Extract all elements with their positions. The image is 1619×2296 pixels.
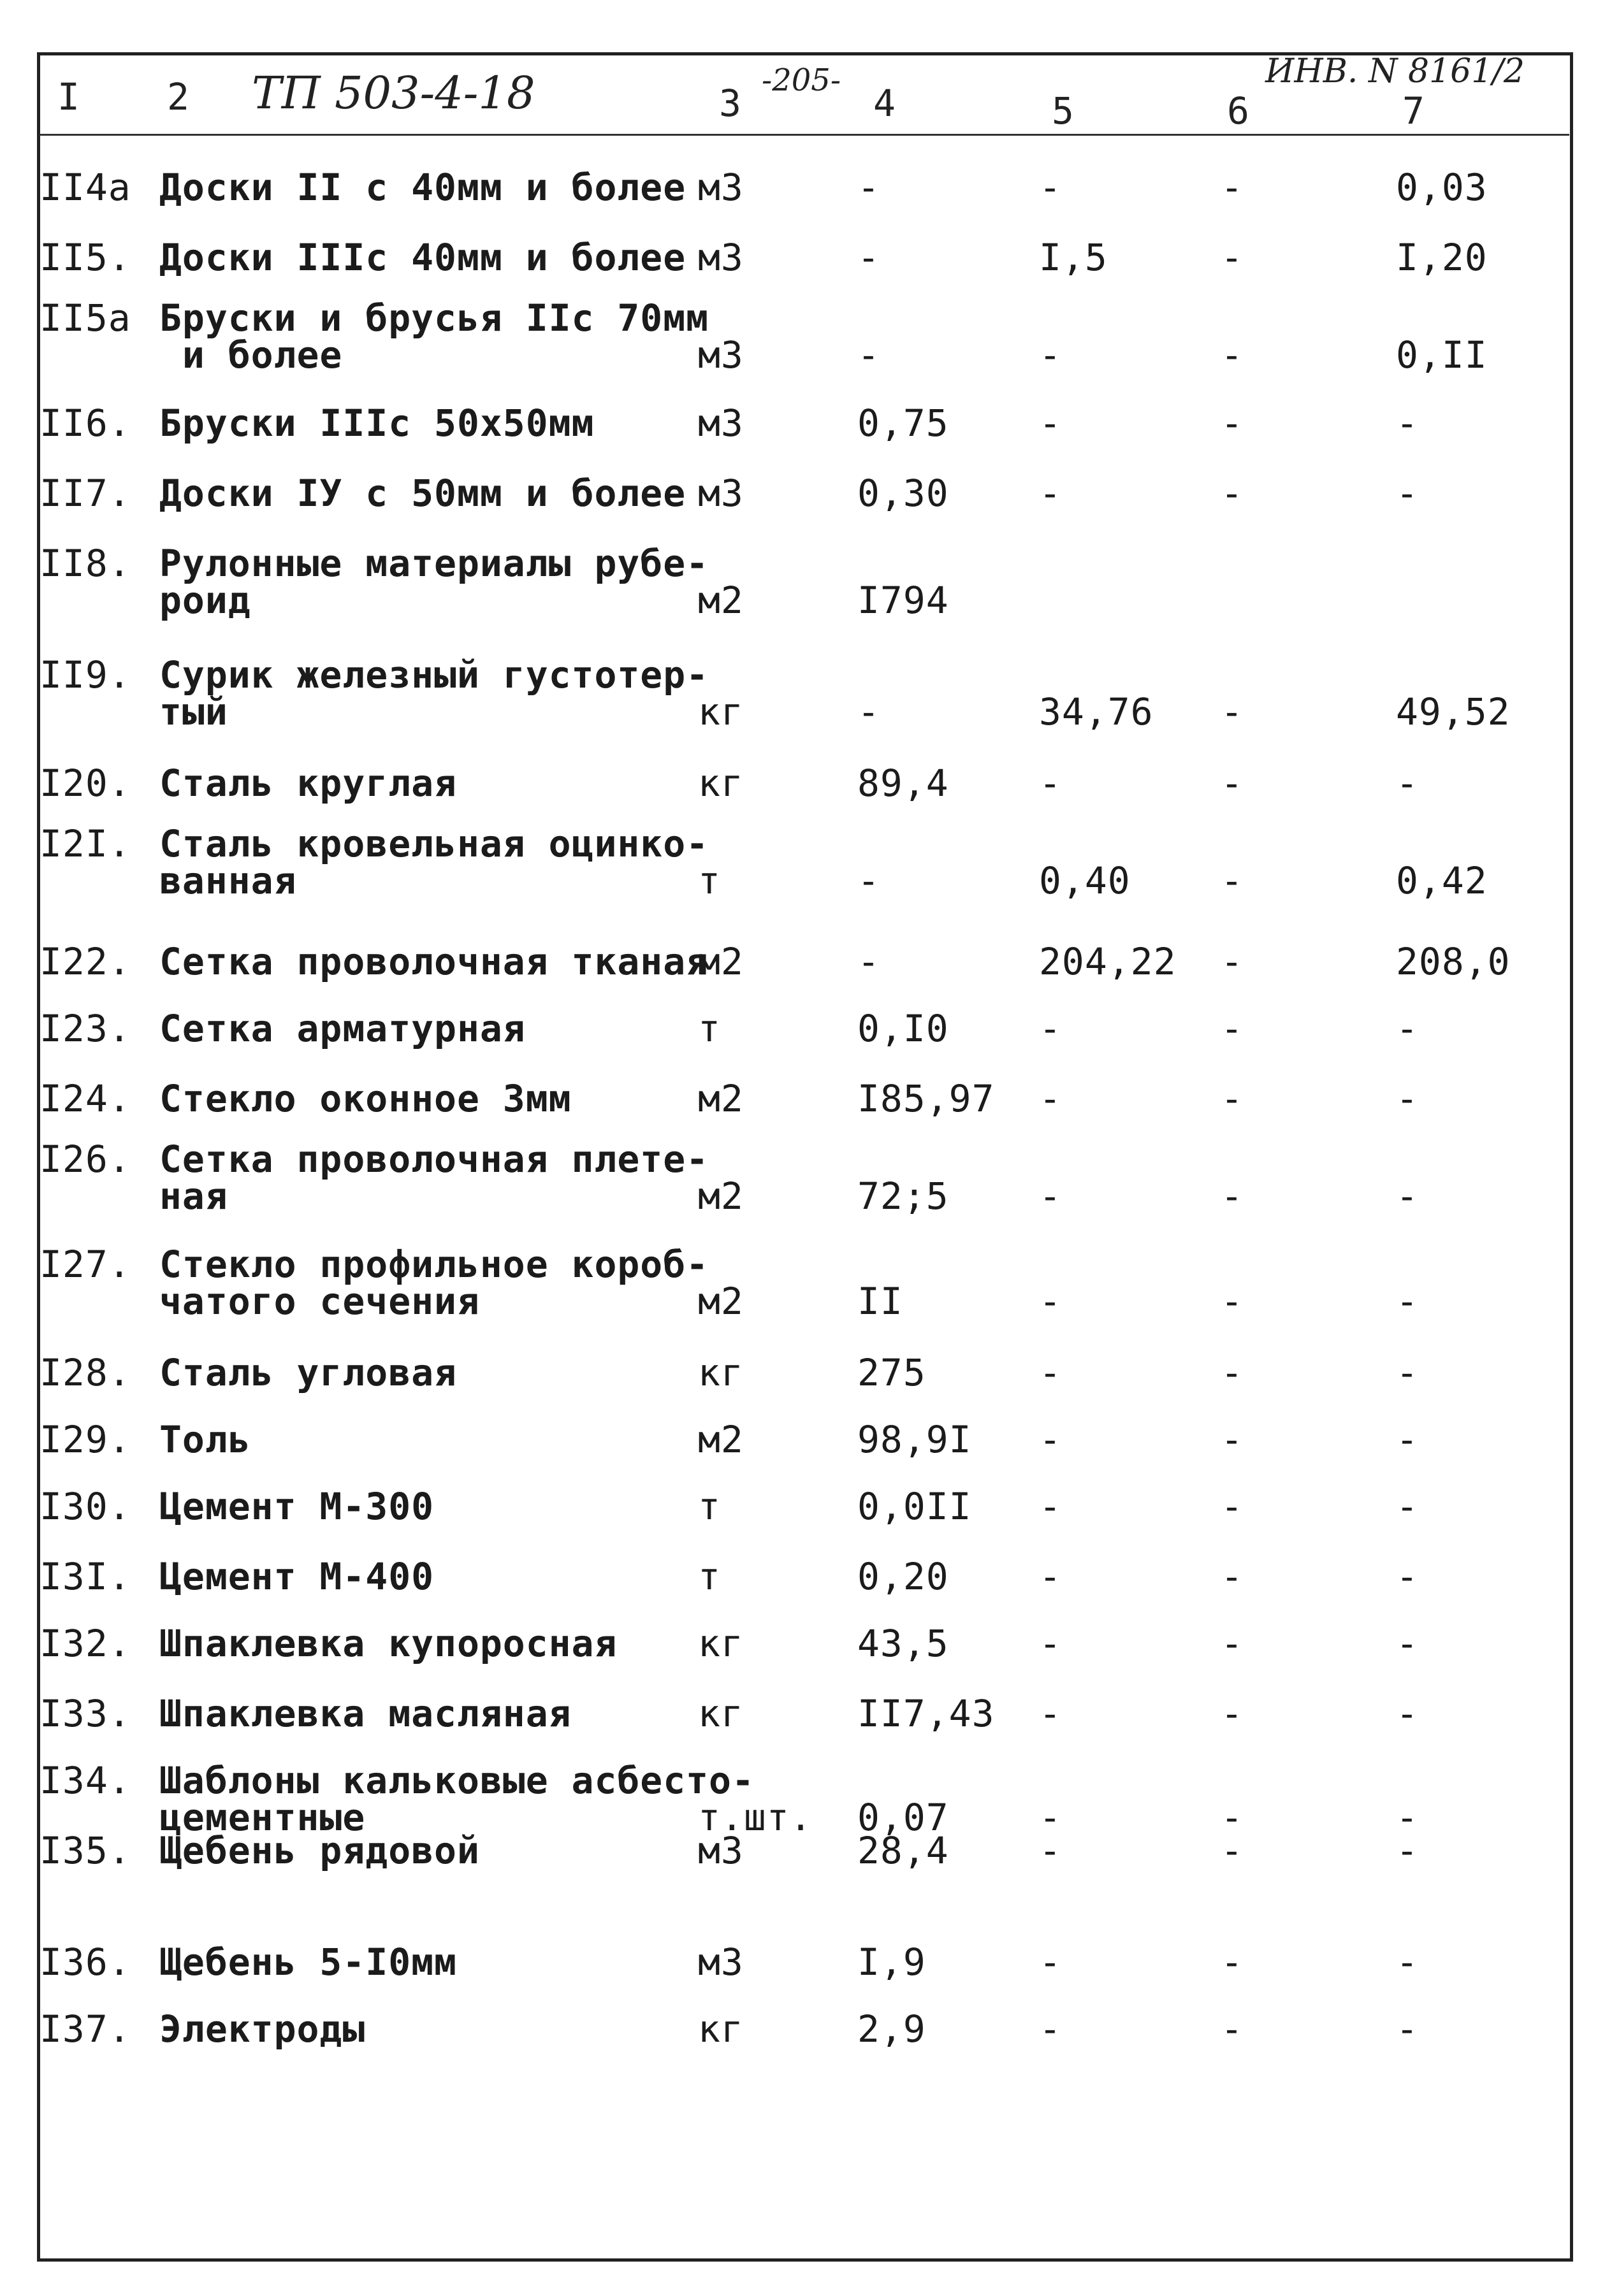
unit: т bbox=[698, 1555, 721, 1598]
header-col2: 2 bbox=[167, 75, 189, 119]
col5-value: - bbox=[1039, 2007, 1062, 2051]
col5-value: - bbox=[1039, 1692, 1062, 1735]
row-number: I32. bbox=[40, 1622, 131, 1665]
col6-value: - bbox=[1221, 1280, 1244, 1323]
col6-value: - bbox=[1221, 333, 1244, 377]
col4-value: - bbox=[857, 236, 880, 279]
unit: м3 bbox=[698, 401, 744, 445]
col7-value: - bbox=[1396, 1351, 1419, 1394]
unit: м2 bbox=[698, 579, 744, 622]
material-name: Щебень рядовой bbox=[159, 1829, 480, 1872]
col6-value: - bbox=[1221, 859, 1244, 902]
row-number: I30. bbox=[40, 1485, 131, 1528]
col5-value: - bbox=[1039, 1351, 1062, 1394]
header-col1: I bbox=[57, 75, 80, 119]
col6-value: - bbox=[1221, 762, 1244, 805]
unit: кг bbox=[698, 690, 744, 733]
row-number: II9. bbox=[40, 653, 131, 697]
col4-value: 98,9I bbox=[857, 1418, 972, 1461]
col5-value: - bbox=[1039, 1622, 1062, 1665]
col5-value: - bbox=[1039, 1418, 1062, 1461]
row-number: I23. bbox=[40, 1007, 131, 1050]
col4-value: 0,07 bbox=[857, 1796, 949, 1839]
header-col4: 4 bbox=[873, 82, 896, 125]
unit: м2 bbox=[698, 1174, 744, 1218]
col7-value: - bbox=[1396, 2007, 1419, 2051]
material-name: Шпаклевка купоросная bbox=[159, 1622, 618, 1665]
col5-value: - bbox=[1039, 1485, 1062, 1528]
col4-value: II7,43 bbox=[857, 1692, 995, 1735]
col5-value: - bbox=[1039, 1077, 1062, 1120]
unit: м2 bbox=[698, 1418, 744, 1461]
header-rule bbox=[40, 134, 1569, 136]
material-name: Сталь кровельная оцинко- ванная bbox=[159, 822, 709, 902]
col5-value: 34,76 bbox=[1039, 690, 1154, 733]
col7-value: I,20 bbox=[1396, 236, 1488, 279]
unit: т.шт. bbox=[698, 1796, 813, 1839]
col7-value: - bbox=[1396, 472, 1419, 515]
col7-value: - bbox=[1396, 1485, 1419, 1528]
material-name: Шаблоны кальковые асбесто- цементные bbox=[159, 1759, 755, 1839]
material-name: Бруски и брусья IIс 70мм и более bbox=[159, 296, 709, 377]
row-number: II6. bbox=[40, 401, 131, 445]
col4-value: I,9 bbox=[857, 1940, 926, 1984]
unit: м3 bbox=[698, 166, 744, 209]
col7-value: - bbox=[1396, 762, 1419, 805]
col4-value: 0,75 bbox=[857, 401, 949, 445]
col4-value: 72;5 bbox=[857, 1174, 949, 1218]
col7-value: - bbox=[1396, 1007, 1419, 1050]
material-name: Толь bbox=[159, 1418, 251, 1461]
col7-value: - bbox=[1396, 1174, 1419, 1218]
material-name: Доски IУ с 50мм и более bbox=[159, 472, 686, 515]
row-number: I29. bbox=[40, 1418, 131, 1461]
col7-value: - bbox=[1396, 1692, 1419, 1735]
col6-value: - bbox=[1221, 1555, 1244, 1598]
row-number: II5. bbox=[40, 236, 131, 279]
col6-value: - bbox=[1221, 1796, 1244, 1839]
row-number: I3I. bbox=[40, 1555, 131, 1598]
col5-value: 204,22 bbox=[1039, 940, 1177, 983]
col6-value: - bbox=[1221, 1940, 1244, 1984]
material-name: Стекло оконное 3мм bbox=[159, 1077, 572, 1120]
row-number: I24. bbox=[40, 1077, 131, 1120]
col5-value: I,5 bbox=[1039, 236, 1108, 279]
inventory-number: ИНВ. N 8161/2 bbox=[1265, 52, 1525, 90]
col7-value: - bbox=[1396, 1418, 1419, 1461]
header-col7: 7 bbox=[1402, 89, 1425, 133]
doc-code: ТП 503-4-18 bbox=[252, 67, 535, 119]
col5-value: - bbox=[1039, 762, 1062, 805]
col6-value: - bbox=[1221, 1077, 1244, 1120]
unit: кг bbox=[698, 1622, 744, 1665]
material-name: Сталь угловая bbox=[159, 1351, 457, 1394]
col4-value: - bbox=[857, 940, 880, 983]
col6-value: - bbox=[1221, 940, 1244, 983]
col5-value: 0,40 bbox=[1039, 859, 1131, 902]
material-name: Бруски IIIс 50х50мм bbox=[159, 401, 595, 445]
col5-value: - bbox=[1039, 1555, 1062, 1598]
col6-value: - bbox=[1221, 1692, 1244, 1735]
row-number: I2I. bbox=[40, 822, 131, 865]
col4-value: - bbox=[857, 690, 880, 733]
col4-value: - bbox=[857, 859, 880, 902]
col5-value: - bbox=[1039, 1796, 1062, 1839]
unit: кг bbox=[698, 1692, 744, 1735]
row-number: I20. bbox=[40, 762, 131, 805]
col4-value: 0,30 bbox=[857, 472, 949, 515]
page-number: -205- bbox=[762, 62, 841, 98]
unit: кг bbox=[698, 1351, 744, 1394]
material-name: Сталь круглая bbox=[159, 762, 457, 805]
row-number: I34. bbox=[40, 1759, 131, 1802]
row-number: II5а bbox=[40, 296, 131, 340]
col4-value: I85,97 bbox=[857, 1077, 995, 1120]
row-number: I36. bbox=[40, 1940, 131, 1984]
col4-value: 0,20 bbox=[857, 1555, 949, 1598]
col4-value: 2,9 bbox=[857, 2007, 926, 2051]
col4-value: II bbox=[857, 1280, 903, 1323]
unit: м3 bbox=[698, 236, 744, 279]
unit: т bbox=[698, 1485, 721, 1528]
row-number: II7. bbox=[40, 472, 131, 515]
col7-value: - bbox=[1396, 1622, 1419, 1665]
material-name: Шпаклевка масляная bbox=[159, 1692, 572, 1735]
col7-value: - bbox=[1396, 1940, 1419, 1984]
unit: м3 bbox=[698, 333, 744, 377]
col6-value: - bbox=[1221, 690, 1244, 733]
col6-value: - bbox=[1221, 1351, 1244, 1394]
row-number: I37. bbox=[40, 2007, 131, 2051]
unit: кг bbox=[698, 2007, 744, 2051]
col5-value: - bbox=[1039, 1940, 1062, 1984]
material-name: Доски IIIс 40мм и более bbox=[159, 236, 686, 279]
material-name: Щебень 5-I0мм bbox=[159, 1940, 457, 1984]
col7-value: - bbox=[1396, 401, 1419, 445]
header-col6: 6 bbox=[1227, 89, 1249, 133]
material-name: Электроды bbox=[159, 2007, 366, 2051]
unit: м3 bbox=[698, 1829, 744, 1872]
col7-value: 208,0 bbox=[1396, 940, 1511, 983]
col5-value: - bbox=[1039, 1174, 1062, 1218]
unit: м2 bbox=[698, 1280, 744, 1323]
col6-value: - bbox=[1221, 1829, 1244, 1872]
col7-value: - bbox=[1396, 1280, 1419, 1323]
col6-value: - bbox=[1221, 236, 1244, 279]
col4-value: I794 bbox=[857, 579, 949, 622]
col7-value: 0,II bbox=[1396, 333, 1488, 377]
material-name: Доски II с 40мм и более bbox=[159, 166, 686, 209]
header-col5: 5 bbox=[1052, 89, 1074, 133]
row-number: II8. bbox=[40, 542, 131, 585]
col4-value: 0,0II bbox=[857, 1485, 972, 1528]
col5-value: - bbox=[1039, 1829, 1062, 1872]
header-col3: 3 bbox=[719, 82, 741, 125]
material-name: Стекло профильное короб- чатого сечения bbox=[159, 1243, 709, 1323]
material-name: Цемент М-300 bbox=[159, 1485, 435, 1528]
col6-value: - bbox=[1221, 1174, 1244, 1218]
col6-value: - bbox=[1221, 1418, 1244, 1461]
unit: кг bbox=[698, 762, 744, 805]
col4-value: - bbox=[857, 166, 880, 209]
col6-value: - bbox=[1221, 1007, 1244, 1050]
col7-value: - bbox=[1396, 1555, 1419, 1598]
material-name: Сурик железный густотер- тый bbox=[159, 653, 709, 733]
col5-value: - bbox=[1039, 333, 1062, 377]
col7-value: - bbox=[1396, 1077, 1419, 1120]
col7-value: - bbox=[1396, 1829, 1419, 1872]
col4-value: - bbox=[857, 333, 880, 377]
col7-value: - bbox=[1396, 1796, 1419, 1839]
unit: т bbox=[698, 1007, 721, 1050]
material-name: Сетка проволочная тканая bbox=[159, 940, 709, 983]
col6-value: - bbox=[1221, 1485, 1244, 1528]
material-name: Сетка проволочная плете- ная bbox=[159, 1137, 709, 1218]
row-number: I26. bbox=[40, 1137, 131, 1181]
col6-value: - bbox=[1221, 401, 1244, 445]
col6-value: - bbox=[1221, 2007, 1244, 2051]
col5-value: - bbox=[1039, 401, 1062, 445]
col6-value: - bbox=[1221, 166, 1244, 209]
col4-value: 275 bbox=[857, 1351, 926, 1394]
col4-value: 0,I0 bbox=[857, 1007, 949, 1050]
col4-value: 28,4 bbox=[857, 1829, 949, 1872]
unit: т bbox=[698, 859, 721, 902]
row-number: I28. bbox=[40, 1351, 131, 1394]
unit: м3 bbox=[698, 1940, 744, 1984]
col5-value: - bbox=[1039, 1280, 1062, 1323]
row-number: I35. bbox=[40, 1829, 131, 1872]
col5-value: - bbox=[1039, 1007, 1062, 1050]
col6-value: - bbox=[1221, 1622, 1244, 1665]
material-name: Цемент М-400 bbox=[159, 1555, 435, 1598]
col7-value: 0,03 bbox=[1396, 166, 1488, 209]
row-number: I33. bbox=[40, 1692, 131, 1735]
col4-value: 43,5 bbox=[857, 1622, 949, 1665]
col4-value: 89,4 bbox=[857, 762, 949, 805]
col6-value: - bbox=[1221, 472, 1244, 515]
col7-value: 49,52 bbox=[1396, 690, 1511, 733]
row-number: I22. bbox=[40, 940, 131, 983]
col7-value: 0,42 bbox=[1396, 859, 1488, 902]
col5-value: - bbox=[1039, 472, 1062, 515]
row-number: II4а bbox=[40, 166, 131, 209]
unit: м2 bbox=[698, 940, 744, 983]
row-number: I27. bbox=[40, 1243, 131, 1286]
material-name: Сетка арматурная bbox=[159, 1007, 526, 1050]
unit: м2 bbox=[698, 1077, 744, 1120]
unit: м3 bbox=[698, 472, 744, 515]
col5-value: - bbox=[1039, 166, 1062, 209]
material-name: Рулонные материалы рубе- роид bbox=[159, 542, 709, 622]
